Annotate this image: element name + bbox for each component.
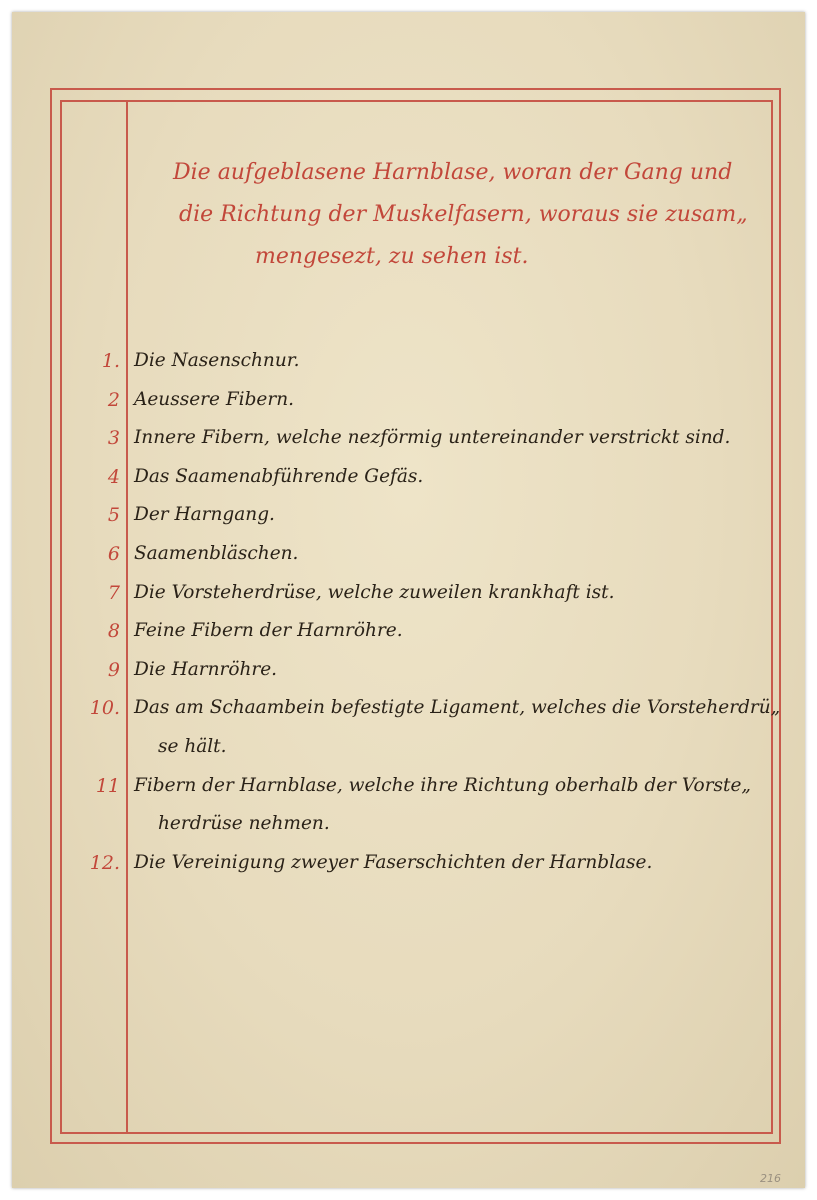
manuscript-page — [12, 12, 805, 1188]
item-number: 11 — [95, 774, 120, 797]
item-text: Aeussere Fibern. — [134, 388, 295, 410]
item-number: 12. — [89, 851, 120, 874]
item-text: Feine Fibern der Harnröhre. — [134, 620, 403, 642]
list-item — [60, 649, 760, 688]
title-line-3: mengesezt, zu sehen ist. — [255, 244, 529, 269]
item-number: 4 — [107, 465, 120, 488]
item-number: 9 — [107, 658, 120, 681]
item-number: 5 — [107, 504, 120, 527]
item-text: Die Harnröhre. — [134, 658, 278, 680]
list-item — [60, 340, 760, 379]
list-item — [60, 417, 760, 456]
item-text: Saamenbläschen. — [134, 542, 299, 564]
item-number: 7 — [107, 581, 120, 604]
item-text: Die Vorsteherdrüse, welche zuweilen krankhaft ist. — [134, 581, 615, 603]
list-item — [60, 842, 760, 881]
legend-list — [60, 340, 781, 880]
item-text-continuation: se hält. — [158, 735, 227, 757]
title-line-1: Die aufgeblasene Harnblase, woran der Gang und — [173, 160, 733, 185]
item-text: Die Nasenschnur. — [134, 350, 300, 371]
list-item — [60, 533, 760, 572]
list-item — [60, 379, 760, 418]
list-item — [60, 610, 760, 649]
folio-number: 216 — [760, 1172, 781, 1185]
item-number: 2 — [107, 388, 120, 411]
item-text: Die Vereinigung zweyer Faserschichten der Harnblase. — [134, 851, 653, 873]
item-number: 10. — [89, 697, 120, 720]
title-line-2: die Richtung der Muskelfasern, woraus sie zusam„ — [179, 202, 748, 227]
item-text-continuation: herdrüse nehmen. — [158, 813, 330, 835]
item-text: Das Saamenabführende Gefäs. — [134, 465, 424, 487]
item-text: Das am Schaambein befestigte Ligament, welches die Vorsteherdrü„ — [134, 697, 781, 719]
item-text: Der Harngang. — [134, 504, 275, 526]
list-item — [60, 572, 760, 611]
list-item — [60, 687, 781, 764]
item-number: 1. — [101, 350, 120, 372]
item-number: 8 — [107, 620, 120, 643]
page-title — [147, 152, 747, 278]
list-item — [60, 494, 760, 533]
list-item — [60, 765, 760, 842]
item-number: 6 — [107, 542, 120, 565]
item-text: Innere Fibern, welche nezförmig untereinander verstrickt sind. — [134, 427, 731, 449]
item-number: 3 — [107, 427, 120, 450]
list-item — [60, 456, 760, 495]
item-text: Fibern der Harnblase, welche ihre Richtung oberhalb der Vorste„ — [134, 774, 752, 796]
